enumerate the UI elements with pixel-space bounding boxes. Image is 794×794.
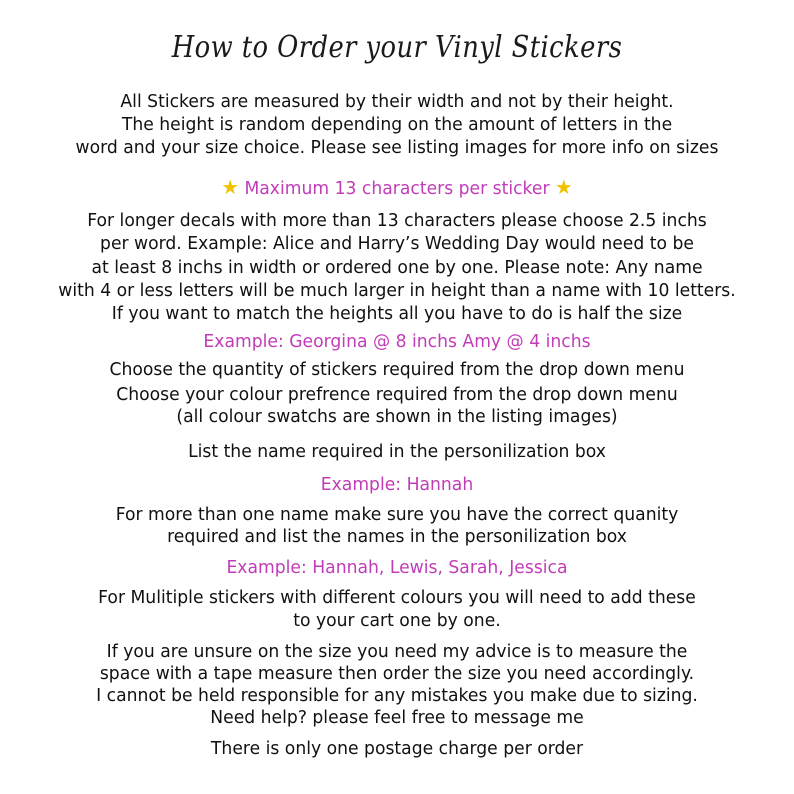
example-size: Example: Georgina @ 8 inchs Amy @ 4 inchs bbox=[203, 332, 591, 352]
unsure-line-3: I cannot be held responsible for any mistakes you make due to sizing. bbox=[96, 686, 698, 706]
multiple-stickers-line-2: to your cart one by one. bbox=[293, 611, 501, 631]
unsure-line-2: space with a tape measure then order the size you need accordingly. bbox=[99, 664, 695, 684]
multiple-stickers-line-1: For Mulitiple stickers with different colours you will need to add these bbox=[98, 588, 696, 608]
more-names-line-1: For more than one name make sure you have the correct quanity bbox=[115, 505, 679, 525]
longer-decals-line-3: at least 8 inchs in width or ordered one by one. Please note: Any name bbox=[91, 258, 703, 278]
choose-colour-line: Choose your colour prefrence required from the drop down menu bbox=[116, 385, 678, 405]
example-name: Example: Hannah bbox=[320, 475, 474, 495]
star-icon: ★ bbox=[221, 175, 239, 199]
example-names: Example: Hannah, Lewis, Sarah, Jessica bbox=[226, 558, 568, 578]
longer-decals-line-1: For longer decals with more than 13 characters please choose 2.5 inchs bbox=[87, 211, 707, 231]
intro-line-2: The height is random depending on the amount of letters in the bbox=[121, 115, 673, 135]
longer-decals-line-5: If you want to match the heights all you have to do is half the size bbox=[111, 304, 683, 324]
colour-swatches-note: (all colour swatchs are shown in the listing images) bbox=[176, 407, 618, 427]
longer-decals-line-4: with 4 or less letters will be much larger in height than a name with 10 letters. bbox=[58, 281, 736, 301]
unsure-line-1: If you are unsure on the size you need my advice is to measure the bbox=[106, 642, 688, 662]
postage-note: There is only one postage charge per order bbox=[210, 739, 584, 759]
intro-line-3: word and your size choice. Please see listing images for more info on sizes bbox=[75, 138, 719, 158]
more-names-line-2: required and list the names in the personilization box bbox=[167, 527, 627, 547]
page-title: How to Order your Vinyl Stickers bbox=[171, 30, 623, 65]
longer-decals-line-2: per word. Example: Alice and Harry’s Wedding Day would need to be bbox=[100, 234, 694, 254]
max-characters-note bbox=[7, 175, 787, 201]
max-characters-text: Maximum 13 characters per sticker bbox=[244, 179, 550, 199]
list-name-instruction: List the name required in the personilization box bbox=[188, 442, 606, 462]
need-help-line: Need help? please feel free to message me bbox=[210, 708, 584, 728]
star-icon: ★ bbox=[555, 175, 573, 199]
intro-line-1: All Stickers are measured by their width and not by their height. bbox=[120, 92, 674, 112]
choose-quantity-line: Choose the quantity of stickers required from the drop down menu bbox=[109, 360, 685, 380]
